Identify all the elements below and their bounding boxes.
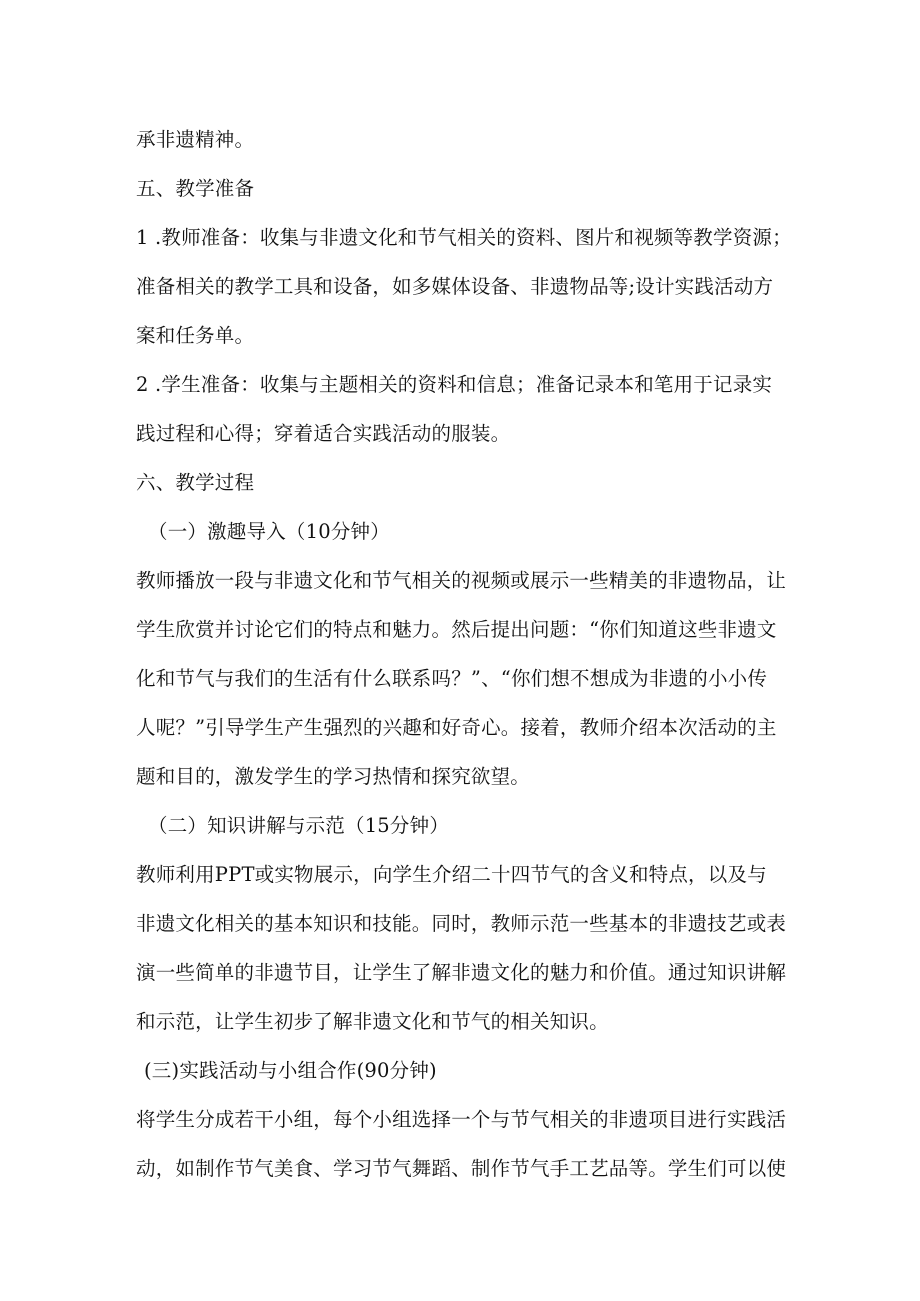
paragraph-line: 化和节气与我们的生活有什么联系吗？”、“你们想不想成为非遗的小小传 — [136, 667, 768, 690]
paragraph-line: 1 .教师准备：收集与非遗文化和节气相关的资料、图片和视频等教学资源； — [136, 226, 792, 249]
paragraph-line: 和示范，让学生初步了解非遗文化和节气的相关知识。 — [136, 1010, 609, 1033]
paragraph-line: 非遗文化相关的基本知识和技能。同时，教师示范一些基本的非遗技艺或表 — [136, 912, 787, 935]
subsection-heading: (三)实践活动与小组合作(90分钟) — [144, 1059, 437, 1082]
paragraph-line: 承非遗精神。 — [136, 128, 255, 151]
paragraph-line: 演一些简单的非遗节目，让学生了解非遗文化的魅力和价值。通过知识讲解 — [136, 961, 787, 984]
paragraph-line: 案和任务单。 — [136, 324, 255, 347]
section-heading: 五、教学准备 — [136, 177, 255, 200]
paragraph-line: 人呢？”引导学生产生强烈的兴趣和好奇心。接着，教师介绍本次活动的主 — [136, 716, 777, 739]
paragraph-line: 题和目的，激发学生的学习热情和探究欲望。 — [136, 765, 531, 788]
paragraph-line: 动，如制作节气美食、学习节气舞蹈、制作节气手工艺品等。学生们可以使 — [136, 1157, 787, 1180]
paragraph-line: 践过程和心得；穿着适合实践活动的服装。 — [136, 422, 511, 445]
paragraph-line: 将学生分成若干小组，每个小组选择一个与节气相关的非遗项目进行实践活 — [136, 1108, 787, 1131]
paragraph-line: 教师利用PPT或实物展示，向学生介绍二十四节气的含义和特点，以及与 — [136, 863, 767, 886]
paragraph-line: 2 .学生准备：收集与主题相关的资料和信息；准备记录本和笔用于记录实 — [136, 373, 773, 396]
section-heading: 六、教学过程 — [136, 471, 255, 494]
subsection-heading: （一）激趣导入（10分钟） — [148, 520, 390, 543]
paragraph-line: 教师播放一段与非遗文化和节气相关的视频或展示一些精美的非遗物品，让 — [136, 569, 787, 592]
paragraph-line: 学生欣赏并讨论它们的特点和魅力。然后提出问题：“你们知道这些非遗文 — [136, 618, 777, 641]
subsection-heading: （二）知识讲解与示范（15分钟） — [148, 814, 450, 837]
paragraph-line: 准备相关的教学工具和设备，如多媒体设备、非遗物品等;设计实践活动方 — [136, 275, 774, 298]
